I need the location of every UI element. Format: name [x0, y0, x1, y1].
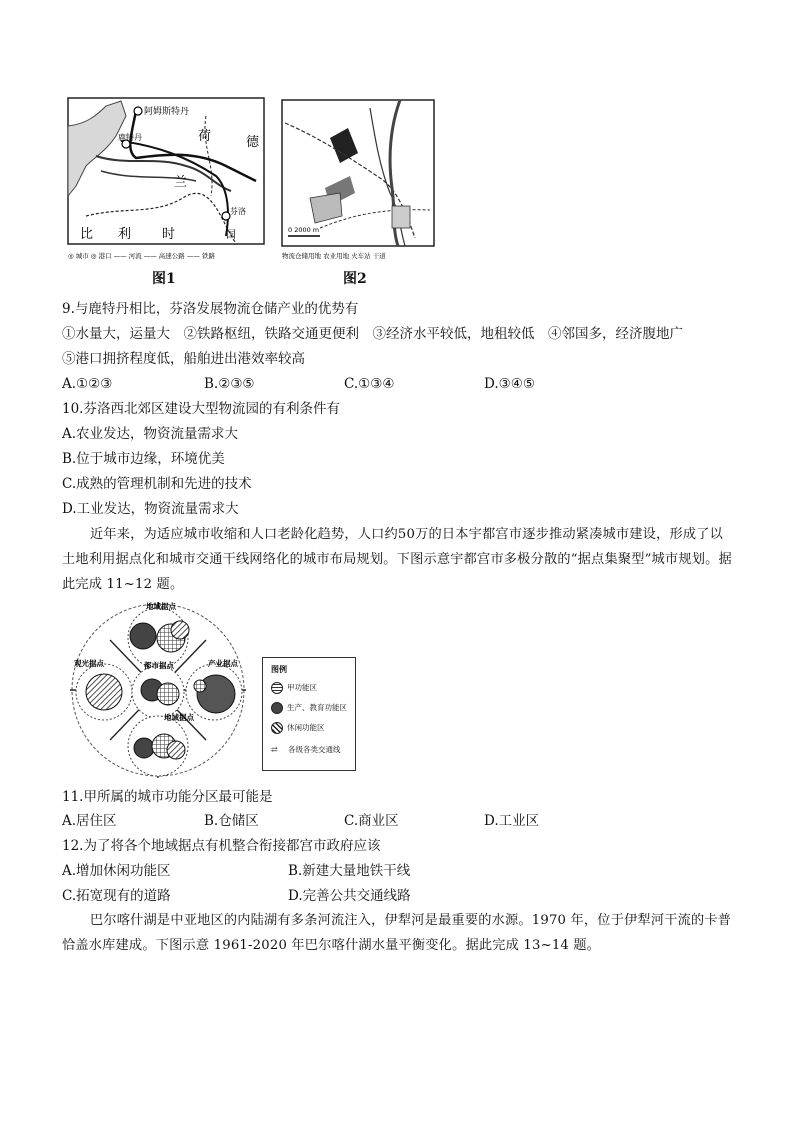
q9-option-b[interactable]: B.②③⑤ [204, 376, 255, 392]
q10-option-b[interactable]: B.位于城市边缘，环境优美 [62, 451, 225, 467]
q12-stem: 12.为了将各个地域据点有机整合衔接都宫市政府应该 [62, 838, 381, 854]
netherlands-map [66, 96, 266, 266]
double-arrow-icon: ⇄ [271, 745, 278, 754]
q12-option-d[interactable]: D.完善公共交通线路 [288, 888, 411, 904]
grid-swatch-icon [271, 682, 283, 694]
figure-1-map [66, 96, 266, 266]
q10-option-a[interactable]: A.农业发达，物资流量需求大 [62, 426, 239, 442]
q9-option-a[interactable]: A.①②③ [62, 376, 113, 392]
node-right [186, 664, 242, 720]
q11-option-a[interactable]: A.居住区 [62, 813, 117, 829]
figure-2-caption: 图2 [343, 271, 367, 287]
passage-utsunomiya: 近年来，为适应城市收缩和人口老龄化趋势，人口约50万的日本宇都宫市逐步推动紧凑城市建设，形成了以土地利用据点化和城市交通干线网络化的城市布局规划。下图示意宇都宫市多极分散的“据点集聚型”城市规划。据此完成 11~12 题。 [62, 527, 732, 592]
legend-item-transport: ⇄ 各级各类交通线 [271, 745, 341, 754]
figure-2-map [280, 98, 436, 264]
de-label: 德 [246, 135, 260, 150]
diagram-legend [262, 657, 356, 771]
legend-item-leisure: 休闲功能区 [271, 722, 325, 734]
scale-label: 0 2000 m [288, 226, 320, 234]
fig1-legend: ◎ 城市 ◎ 港口 —— 河流 —— 高速公路 —— 铁路 [68, 252, 215, 260]
q11-option-c[interactable]: C.商业区 [344, 813, 399, 829]
fenluo-landuse-map [280, 98, 436, 264]
q11-stem: 11.甲所属的城市功能分区最可能是 [62, 789, 273, 805]
q10-option-c[interactable]: C.成熟的管理机制和先进的技术 [62, 476, 252, 492]
fenluo-label: 芬洛 [230, 207, 246, 216]
label-bottom: 地域据点 [164, 713, 194, 722]
q9-option-d[interactable]: D.③④⑤ [484, 376, 535, 392]
node-center [132, 666, 184, 718]
q10-stem: 10.芬洛西北郊区建设大型物流园的有利条件有 [62, 401, 340, 417]
q12-option-b[interactable]: B.新建大量地铁干线 [288, 863, 411, 879]
lan-label: 兰 [174, 175, 188, 190]
label-center: 都市据点 [144, 661, 174, 670]
q9-statements-1: ①水量大，运量大 ②铁路枢纽，铁路交通更便利 ③经济水平较低，地租较低 ④邻国多，经济腹地广 [62, 326, 683, 342]
dark-swatch-icon [271, 702, 283, 714]
label-right: 产业据点 [208, 659, 238, 668]
node-bottom [128, 716, 188, 776]
legend-item-production: 生产、教育功能区 [271, 702, 347, 714]
q9-statements-2: ⑤港口拥挤程度低，船舶进出港效率较高 [62, 351, 305, 367]
fig2-legend: 物流仓储用地 农业用地 火车站 干道 [282, 252, 386, 260]
q10-option-d[interactable]: D.工业发达，物资流量需求大 [62, 501, 239, 517]
node-left [76, 664, 132, 720]
city-structure-diagram [68, 600, 248, 780]
li-label: 利 [118, 227, 132, 242]
passage-balkhash: 巴尔喀什湖是中亚地区的内陆湖有多条河流注入，伊犁河是最重要的水源。1970 年，位于伊犁河干流的卡普恰盖水库建成。下图示意 1961-2020 年巴尔喀什湖水量平衡变化。据此完成 13~14 题。 [62, 913, 732, 953]
he-label: 荷 [198, 129, 212, 144]
shi-label: 时 [162, 227, 176, 242]
hatch-swatch-icon [271, 722, 283, 734]
q12-option-a[interactable]: A.增加休闲功能区 [62, 863, 171, 879]
q11-option-b[interactable]: B.仓储区 [204, 813, 259, 829]
rotterdam-label: 鹿特丹 [118, 133, 142, 142]
q12-option-c[interactable]: C.拓宽现有的道路 [62, 888, 171, 904]
legend-title: 图例 [271, 664, 287, 674]
label-top: 地域据点 [146, 602, 176, 611]
q9-option-c[interactable]: C.①③④ [344, 376, 395, 392]
q11-option-d[interactable]: D.工业区 [484, 813, 540, 829]
q9-stem: 9.与鹿特丹相比，芬洛发展物流仓储产业的优势有 [62, 301, 359, 317]
bi-label: 比 [80, 227, 94, 242]
node-top [128, 608, 189, 668]
amsterdam-label: 阿姆斯特丹 [144, 107, 190, 117]
guo-label: 国 [226, 230, 236, 241]
legend-item-jia: 甲功能区 [271, 682, 317, 694]
figure-1-caption: 图1 [152, 271, 176, 287]
label-left: 观光据点 [74, 659, 104, 668]
